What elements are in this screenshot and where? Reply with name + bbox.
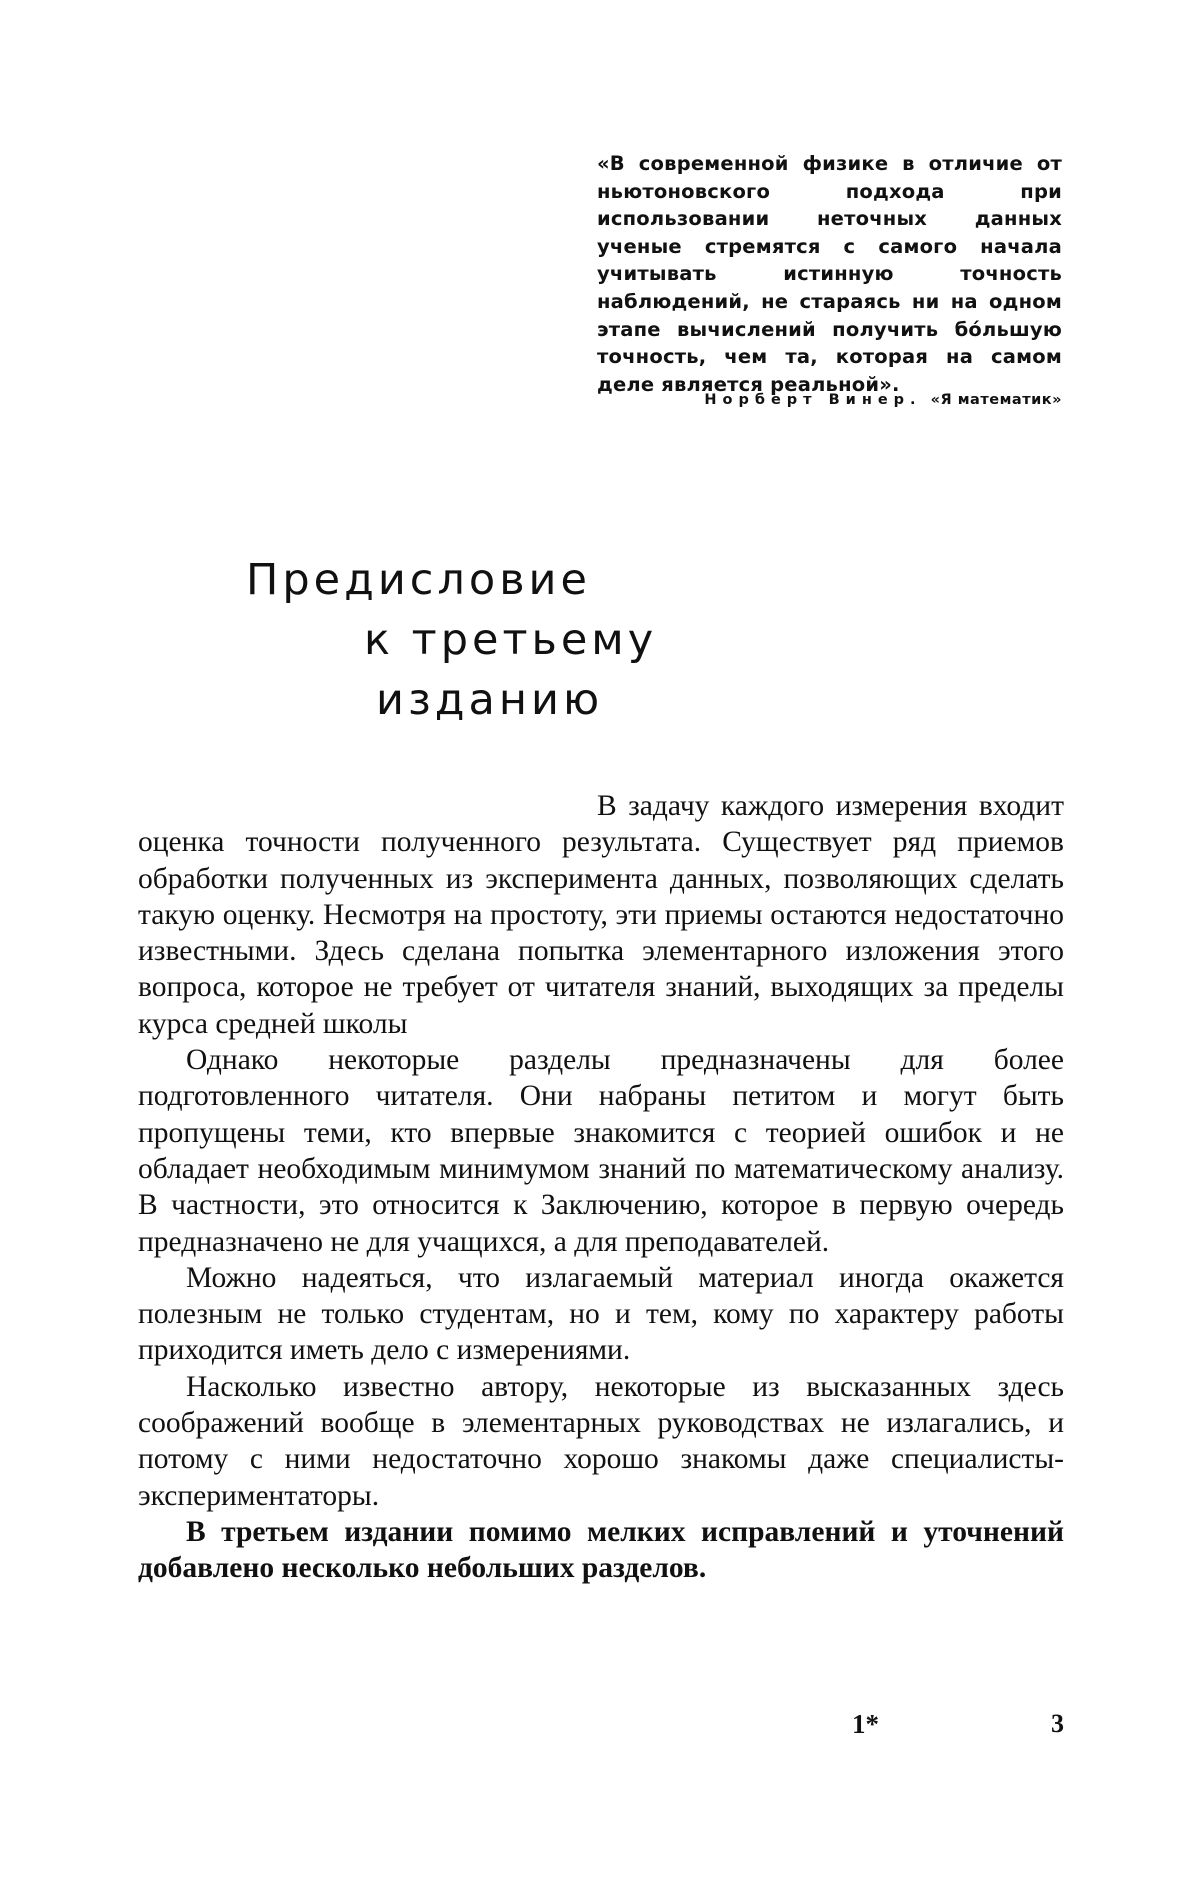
page-number: 3 [1051,1709,1064,1738]
preface-body [138,788,1064,1587]
paragraph: В третьем издании помимо мелких исправлений и уточнений добавлено несколько небольших разделов. [138,1515,1064,1585]
chapter-title-line-2: к третьему [364,615,658,665]
paragraph: Однако некоторые разделы предназначены для более подготовленного читателя. Они набраны петитом и могут быть пропущены теми, кто впервые знакомится с теорией ошибок и не обладает необходимым минимумом знаний по математическому анализу. В частности, это относится к Заключению, которое в первую очередь предназначено не для учащихся, а для преподавателей. [138,1044,1064,1258]
epigraph-quote: «В современной физике в отличие от ньютоновского подхода при использовании неточных данных ученые стремятся с самого начала учитывать истинную точность наблюдений, не стараясь ни на одном этапе вычислений получить бо́льшую точность, чем та, которая на самом деле является реальной». [597,152,1062,396]
epigraph-author: Норберт Винер. [704,392,922,408]
epigraph-attribution [590,390,1062,410]
printer-signature-mark: 1* [852,1709,879,1739]
paragraph: Можно надеяться, что излагаемый материал иногда окажется полезным не только студентам, но и тем, кому по характеру работы приходится иметь дело с измерениями. [138,1261,1064,1367]
paragraph: Насколько известно автору, некоторые из высказанных здесь соображений вообще в элементарных руководствах не излагались, и потому с ними недостаточно хорошо знакомы даже специалисты-экспериментаторы. [138,1370,1064,1512]
epigraph-source: «Я математик» [930,392,1062,408]
chapter-title-line-3: изданию [376,675,604,725]
paragraph: В задачу каждого измерения входит оценка точности полученного результата. Существует ряд приемов обработки полученных из эксперимента данных, позволяющих сделать такую оценку. Несмотря на простоту, эти приемы остаются недостаточно известными. Здесь сделана попытка элементарного изложения этого вопроса, которое не требует от читателя знаний, выходящих за пределы курса средней школы [138,790,1064,1040]
chapter-title-line-1: Предисловие [246,555,591,605]
